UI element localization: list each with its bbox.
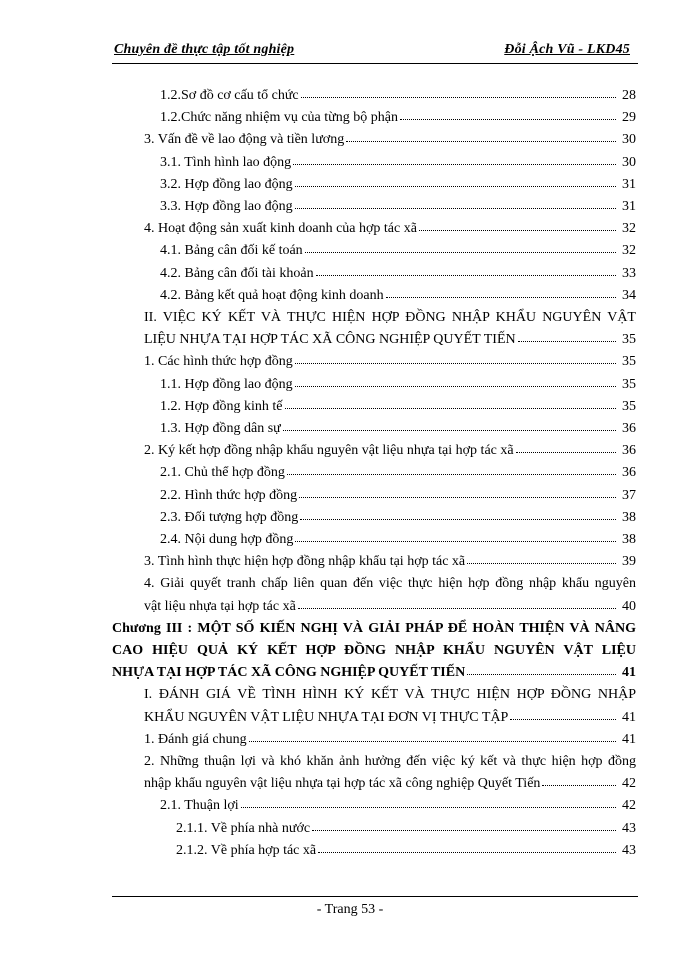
toc-entry[interactable] — [144, 132, 636, 154]
toc-entry-text: 3. Vấn đề về lao động và tiền lương — [144, 132, 345, 148]
toc-entry[interactable] — [144, 687, 636, 731]
toc-entry[interactable] — [160, 88, 636, 110]
toc-entry-text: 3.2. Hợp đồng lao động — [160, 176, 293, 192]
toc-page-number: 30 — [622, 132, 636, 148]
toc-entry[interactable] — [160, 532, 636, 554]
leader-dots — [305, 252, 616, 253]
toc-entry-text: 2.3. Đối tượng hợp đồng — [160, 509, 299, 525]
leader-dots — [312, 830, 616, 831]
toc-entry-text: 1.1. Hợp đồng lao động — [160, 376, 293, 392]
toc-entry[interactable] — [144, 354, 636, 376]
toc-page-number: 41 — [622, 731, 636, 747]
toc-page-number: 35 — [622, 332, 636, 348]
toc-entry[interactable] — [144, 554, 636, 576]
toc-entry[interactable] — [160, 110, 636, 132]
leader-dots — [318, 852, 616, 853]
toc-entry-text: nhập khẩu nguyên vật liệu nhựa tại hợp tác xã công nghiệp Quyết Tiến — [144, 776, 541, 792]
toc-entry-text: 4.2. Bảng cân đối tài khoản — [160, 265, 314, 281]
toc-entry-text: 1.3. Hợp đồng dân sự — [160, 421, 281, 436]
leader-dots — [467, 674, 616, 675]
toc-page-number: 43 — [622, 820, 636, 836]
toc-page-number: 41 — [622, 709, 636, 725]
leader-dots — [241, 807, 616, 808]
toc-entry[interactable] — [160, 177, 636, 199]
toc-page-number: 37 — [622, 487, 636, 503]
footer-divider — [112, 896, 638, 897]
toc-entry[interactable] — [160, 199, 636, 221]
toc-entry-text: 2.4. Nội dung hợp đồng — [160, 532, 294, 547]
toc-page-number: 32 — [622, 221, 636, 237]
toc-page-number: 30 — [622, 154, 636, 170]
toc-entry[interactable] — [144, 732, 636, 754]
toc-entry[interactable] — [144, 576, 636, 620]
toc-entry-text: 2.2. Hình thức hợp đồng — [160, 487, 298, 503]
leader-dots — [467, 563, 616, 564]
toc-page-number: 32 — [622, 243, 636, 259]
toc-page-number: 36 — [622, 443, 636, 459]
toc-page-number: 35 — [622, 398, 636, 414]
leader-dots — [295, 186, 616, 187]
header-author: Đỗi Ậch Vũ - LKD45 — [504, 42, 630, 57]
toc-entry[interactable] — [160, 288, 636, 310]
toc-entry-text: CAO HIỆU QUẢ KÝ KẾT HỢP ĐỒNG NHẬP KHẨU NGUYÊN VẬT LIỆU — [112, 642, 636, 658]
toc-page-number: 29 — [622, 110, 636, 126]
leader-dots — [295, 541, 616, 542]
leader-dots — [419, 230, 616, 231]
leader-dots — [316, 275, 616, 276]
toc-entry[interactable] — [160, 266, 636, 288]
toc-entry-text: II. VIỆC KÝ KẾT VÀ THỰC HIỆN HỢP ĐỒNG NHẬP KHẨU NGUYÊN VẬT — [144, 310, 636, 325]
toc-entry-text: 2. Ký kết hợp đồng nhập khẩu nguyên vật liệu nhựa tại hợp tác xã — [144, 443, 514, 459]
toc-entry[interactable] — [160, 243, 636, 265]
leader-dots — [295, 363, 616, 364]
toc-page-number: 33 — [622, 265, 636, 281]
leader-dots — [287, 474, 616, 475]
toc-entry-text: LIỆU NHỰA TẠI HỢP TÁC XÃ CÔNG NGHIỆP QUYẾT TIẾN — [144, 332, 516, 348]
toc-page-number: 36 — [622, 465, 636, 481]
toc-page-number: 35 — [622, 376, 636, 392]
leader-dots — [400, 119, 616, 120]
page-number: - Trang 53 - — [316, 902, 384, 917]
toc-entry-text: 4. Hoạt động sản xuất kinh doanh của hợp tác xã — [144, 221, 417, 237]
toc-page-number: 42 — [622, 798, 636, 814]
toc-entry[interactable] — [112, 621, 636, 688]
toc-entry-text: NHỰA TẠI HỢP TÁC XÃ CÔNG NGHIỆP QUYẾT TIẾN — [112, 665, 466, 681]
toc-page-number: 31 — [622, 176, 636, 192]
toc-entry[interactable] — [160, 488, 636, 510]
leader-dots — [298, 608, 616, 609]
toc-entry-text: 1.2.Chức năng nhiệm vụ của từng bộ phận — [160, 110, 398, 126]
leader-dots — [346, 141, 616, 142]
toc-page-number: 31 — [622, 199, 636, 214]
toc-entry-text: 4. Giải quyết tranh chấp liên quan đến việc thực hiện hợp đồng nhập khẩu nguyên — [144, 576, 636, 592]
leader-dots — [293, 164, 616, 165]
toc-entry-text: 3. Tình hình thực hiện hợp đồng nhập khẩu tại hợp tác xã — [144, 554, 466, 570]
toc-page-number: 43 — [622, 842, 636, 858]
toc-entry[interactable] — [144, 443, 636, 465]
toc-entry-text: 2.1.2. Về phía hợp tác xã — [176, 842, 317, 858]
toc-entry-text: 2.1. Thuận lợi — [160, 798, 239, 814]
toc-page-number: 34 — [622, 287, 636, 303]
toc-page-number: 40 — [622, 598, 636, 614]
toc-entry[interactable] — [160, 510, 636, 532]
toc-entry[interactable] — [176, 843, 636, 865]
leader-dots — [542, 785, 616, 786]
leader-dots — [300, 519, 616, 520]
toc-entry[interactable] — [160, 377, 636, 399]
toc-entry-text: 3.1. Tình hình lao động — [160, 154, 292, 170]
toc-entry-text: 2. Những thuận lợi và khó khăn ảnh hưởng đến việc ký kết và thực hiện hợp đồng — [144, 754, 636, 769]
toc-entry[interactable] — [144, 221, 636, 243]
toc-entry[interactable] — [160, 399, 636, 421]
toc-page-number: 41 — [622, 665, 636, 681]
toc-page-number: 28 — [622, 88, 636, 103]
leader-dots — [386, 297, 616, 298]
toc-page-number: 38 — [622, 509, 636, 525]
leader-dots — [283, 430, 616, 431]
toc-entry-text: 1.2.Sơ đồ cơ cấu tổ chức — [160, 88, 299, 103]
toc-page-number: 35 — [622, 354, 636, 370]
toc-entry[interactable] — [160, 465, 636, 487]
header-title: Chuyên đề thực tập tốt nghiệp — [114, 42, 295, 57]
toc-entry-text: 4.2. Bảng kết quả hoạt động kinh doanh — [160, 287, 384, 303]
toc-entry[interactable] — [160, 798, 636, 820]
toc-entry-text: Chương III : MỘT SỐ KIẾN NGHỊ VÀ GIẢI PHÁP ĐỂ HOÀN THIỆN VÀ NÂNG — [112, 620, 636, 636]
toc-page-number: 36 — [622, 421, 636, 436]
toc-page-number: 39 — [622, 554, 636, 570]
leader-dots — [285, 408, 616, 409]
toc-entry-text: 1. Các hình thức hợp đồng — [144, 354, 293, 370]
toc-entry-text: 1.2. Hợp đồng kinh tế — [160, 398, 283, 414]
leader-dots — [301, 97, 616, 98]
toc-entry[interactable] — [176, 821, 636, 843]
toc-page-number: 42 — [622, 776, 636, 792]
leader-dots — [510, 719, 616, 720]
leader-dots — [299, 497, 616, 498]
toc-entry[interactable] — [160, 421, 636, 443]
toc-entry-text: 4.1. Bảng cân đối kế toán — [160, 243, 303, 259]
leader-dots — [249, 741, 616, 742]
leader-dots — [295, 386, 616, 387]
toc-entry-text: 2.1.1. Về phía nhà nước — [176, 820, 311, 836]
toc-page-number: 38 — [622, 532, 636, 547]
leader-dots — [518, 341, 616, 342]
toc-entry-text: KHẨU NGUYÊN VẬT LIỆU NHỰA TẠI ĐƠN VỊ THỰC TẬP — [144, 709, 509, 725]
toc-entry-text: 1. Đánh giá chung — [144, 731, 247, 747]
leader-dots — [516, 452, 616, 453]
toc-entry[interactable] — [160, 155, 636, 177]
toc-entry-text: vật liệu nhựa tại hợp tác xã — [144, 598, 296, 614]
toc-entry-text: I. ĐÁNH GIÁ VỀ TÌNH HÌNH KÝ KẾT VÀ THỰC HIỆN HỢP ĐỒNG NHẬP — [144, 687, 636, 703]
leader-dots — [295, 208, 616, 209]
toc-entry-text: 2.1. Chủ thể hợp đồng — [160, 465, 285, 481]
toc-entry[interactable] — [144, 310, 636, 354]
toc-entry[interactable] — [144, 754, 636, 798]
toc-entry-text: 3.3. Hợp đồng lao động — [160, 199, 293, 214]
